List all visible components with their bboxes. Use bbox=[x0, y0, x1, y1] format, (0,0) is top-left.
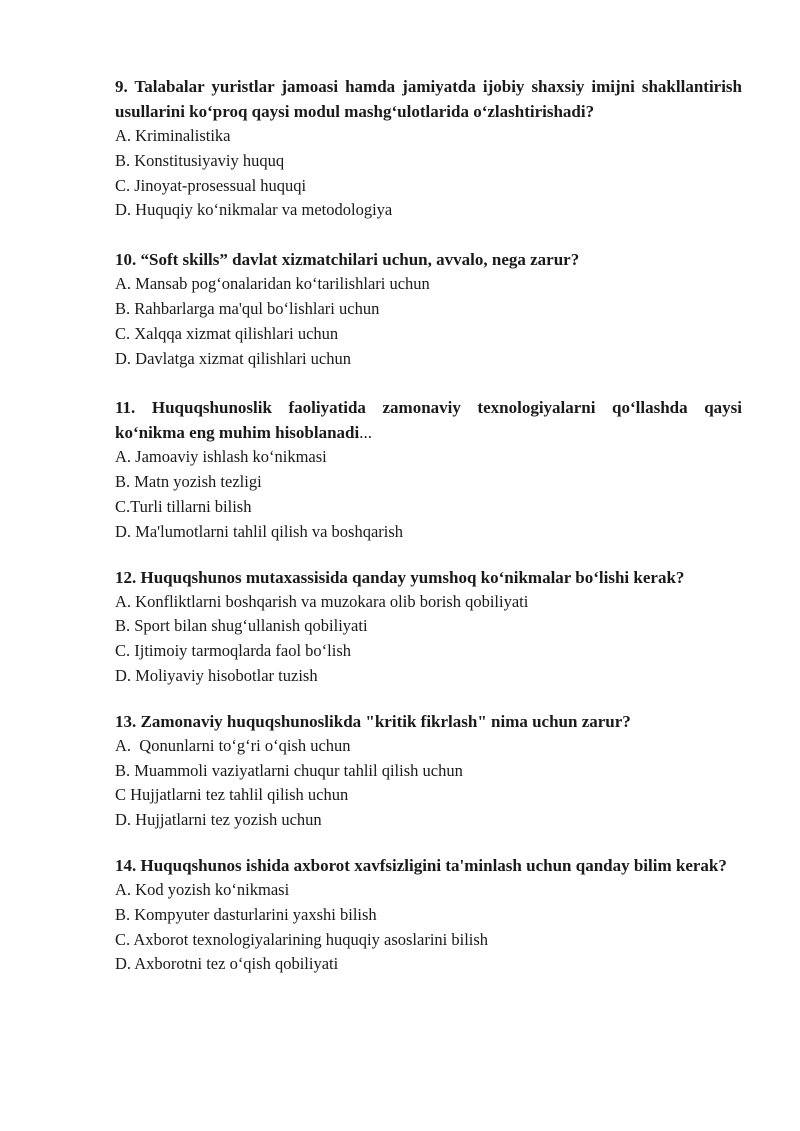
document-page bbox=[115, 74, 742, 977]
option-c: C. Jinoyat-prosessual huquqi bbox=[115, 175, 307, 195]
option-c: C. Axborot texnologiyalarining huquqiy asoslarini bilish bbox=[115, 929, 489, 949]
option-b: B. Matn yozish tezligi bbox=[115, 472, 262, 492]
option-d: D. Davlatga xizmat qilishlari uchun bbox=[115, 348, 351, 368]
option-a: A. Kod yozish ko‘nikmasi bbox=[115, 879, 290, 899]
option-c: C. Ijtimoiy tarmoqlarda faol bo‘lish bbox=[115, 641, 351, 661]
question-trail: ... bbox=[359, 423, 372, 443]
question-title: 13. Zamonaviy huquqshunoslikda "kritik fikrlash" nima uchun zarur? bbox=[115, 711, 631, 731]
question-12 bbox=[115, 565, 742, 689]
question-9 bbox=[115, 74, 742, 223]
question-10 bbox=[115, 247, 742, 371]
question-title: 11. Huquqshunoslik faoliyatida zamonaviy texnologiyalarni qo‘llashda qaysi ko‘nikma eng muhim hisoblanadi... bbox=[115, 398, 742, 443]
option-b: B. Rahbarlarga ma'qul bo‘lishlari uchun bbox=[115, 298, 380, 318]
option-a: A. Konfliktlarni boshqarish va muzokara olib borish qobiliyati bbox=[115, 591, 529, 611]
option-a: A. Kriminalistika bbox=[115, 126, 231, 145]
option-a: A. Qonunlarni to‘g‘ri o‘qish uchun bbox=[115, 735, 351, 755]
option-b: B. Kompyuter dasturlarini yaxshi bilish bbox=[115, 904, 377, 924]
option-a: A. Mansab pog‘onalaridan ko‘tarilishlari uchun bbox=[115, 274, 430, 294]
option-c: C. Xalqqa xizmat qilishlari uchun bbox=[115, 323, 339, 343]
question-title: 9. Talabalar yuristlar jamoasi hamda jamiyatda ijobiy shaxsiy imijni shakllantirish usullarini ko‘proq qaysi modul mashg‘ulotlarida o‘zlashtirishadi? bbox=[115, 77, 742, 121]
question-title: 10. “Soft skills” davlat xizmatchilari uchun, avvalo, nega zarur? bbox=[115, 250, 580, 270]
option-d: D. Huquqiy ko‘nikmalar va metodologiya bbox=[115, 200, 393, 220]
question-title: 12. Huquqshunos mutaxassisida qanday yumshoq ko‘nikmalar bo‘lishi kerak? bbox=[115, 567, 685, 587]
option-d: D. Ma'lumotlarni tahlil qilish va boshqarish bbox=[115, 521, 404, 541]
option-b: B. Muammoli vaziyatlarni chuqur tahlil qilish uchun bbox=[115, 760, 463, 780]
option-b: B. Sport bilan shug‘ullanish qobiliyati bbox=[115, 616, 368, 636]
option-b: B. Konstitusiyaviy huquq bbox=[115, 150, 285, 170]
question-13 bbox=[115, 709, 742, 833]
option-d: D. Hujjatlarni tez yozish uchun bbox=[115, 810, 322, 830]
option-a: A. Jamoaviy ishlash ko‘nikmasi bbox=[115, 447, 327, 467]
question-title: 14. Huquqshunos ishida axborot xavfsizligini ta'minlash uchun qanday bilim kerak? bbox=[115, 855, 727, 875]
option-d: D. Axborotni tez o‘qish qobiliyati bbox=[115, 954, 339, 974]
option-c: C Hujjatlarni tez tahlil qilish uchun bbox=[115, 785, 349, 805]
question-11 bbox=[115, 395, 742, 544]
question-14 bbox=[115, 853, 742, 977]
option-c: C.Turli tillarni bilish bbox=[115, 496, 252, 516]
option-d: D. Moliyaviy hisobotlar tuzish bbox=[115, 665, 318, 685]
